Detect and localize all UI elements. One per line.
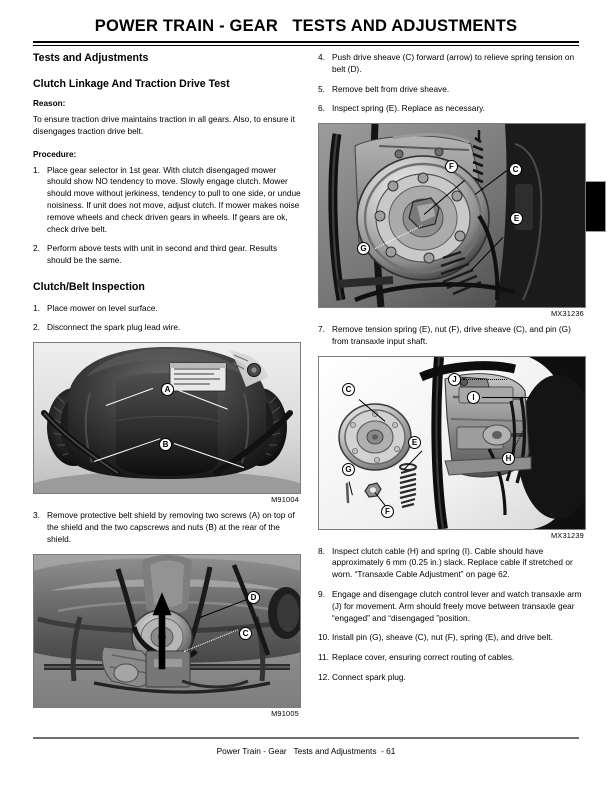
step-text: Connect spark plug.	[332, 671, 406, 682]
step-number: 7.	[318, 324, 325, 335]
step-5	[318, 84, 586, 96]
step-10	[318, 632, 586, 644]
step-number: 4.	[318, 52, 325, 62]
leader-line-j	[463, 379, 507, 380]
step-9	[318, 589, 586, 624]
reason-text: To ensure traction drive maintains traction in all gears. Also, to ensure it disengages traction drive belt.	[33, 114, 295, 137]
step-text: Push drive sheave (C) forward (arrow) to relieve spring tension on belt (D).	[332, 52, 575, 74]
callout-f: F	[381, 505, 394, 518]
inspection-heading: Clutch/Belt Inspection	[33, 280, 145, 293]
step-text: Remove belt from drive sheave.	[332, 83, 450, 94]
callout-c: C	[342, 383, 355, 396]
page-title: POWER TRAIN - GEAR TESTS AND ADJUSTMENTS	[94, 17, 518, 35]
figure-sheave-installed	[318, 123, 586, 318]
figure-frame	[33, 342, 301, 494]
figure-frame	[318, 356, 586, 530]
step-12	[318, 672, 586, 684]
leader-line-i	[482, 397, 530, 398]
step-number: 11.	[318, 652, 329, 663]
step-6	[318, 103, 586, 115]
step-number: 12.	[318, 671, 330, 682]
subsection-heading: Clutch Linkage And Traction Drive Test	[33, 77, 230, 90]
step-11	[318, 652, 586, 664]
footer-text: Power Train - Gear Tests and Adjustments - 61	[216, 745, 396, 756]
callout-j: J	[448, 373, 461, 386]
figure-mower-rear	[33, 342, 301, 504]
figure-caption: MX31239	[550, 530, 584, 540]
step-number: 9.	[318, 589, 325, 600]
header-rule-thin	[33, 45, 579, 46]
push-direction-arrow	[151, 591, 173, 671]
left-column	[33, 52, 301, 723]
step-8	[318, 546, 586, 581]
step-text: Perform above tests with unit in second and third gear. Results should be the same.	[47, 243, 278, 266]
step-text: Engage and disengage clutch control lever and watch transaxle arm (J) for movement. Arm should freely move between transaxle gear “engaged” and “disengaged ”position.	[332, 589, 582, 623]
step-text: Inspect spring (E). Replace as necessary.	[332, 103, 485, 114]
right-column	[318, 52, 586, 692]
mower-rear-photo	[34, 343, 300, 493]
step-text: Inspect clutch cable (H) and spring (I). Cable should have approximately 6 mm (0.25 in.) slack. Replace cable if stretched or worn. “Transaxle Cable Adjustment” on page 62.	[332, 545, 573, 580]
figure-frame	[318, 123, 586, 308]
figure-caption: MX31236	[550, 309, 584, 319]
step-number: 1.	[33, 302, 40, 313]
step-7	[318, 324, 586, 348]
callout-f: F	[445, 160, 458, 173]
callout-h: H	[502, 452, 515, 465]
step-number: 8.	[318, 545, 325, 556]
inspection-step-3	[33, 510, 301, 545]
step-number: 6.	[318, 103, 325, 114]
callout-i: I	[467, 391, 480, 404]
step-number: 1.	[33, 164, 40, 175]
inspection-step-1	[33, 303, 301, 315]
step-text: Remove protective belt shield by removing two screws (A) on top of the shield and the two capscrews and nuts (B) at the rear of the shield.	[47, 510, 295, 544]
callout-g: G	[357, 242, 370, 255]
reason-label: Reason:	[33, 99, 66, 109]
procedure-step-1	[33, 165, 301, 236]
callout-c: C	[239, 627, 252, 640]
figure-caption: M91005	[271, 708, 299, 718]
step-text: Remove tension spring (E), nut (F), drive sheave (C), and pin (G) from transaxle input shaft.	[332, 324, 571, 346]
page-header	[0, 0, 612, 36]
step-number: 2.	[33, 243, 40, 254]
callout-e: E	[510, 212, 523, 225]
step-number: 2.	[33, 322, 40, 333]
page-footer	[33, 737, 579, 756]
callout-b: B	[159, 438, 172, 451]
procedure-step-2	[33, 243, 301, 267]
header-divider	[33, 41, 579, 46]
step-text: Place gear selector in 1st gear. With clutch disengaged mower should show NO tendency to move. Slowly engage clutch. Mower should move without jerkiness, tendency to pull to one side, or undue noisiness. If unit does not move, adjust clutch. If mower makes noise remove wheels and check driven gears in wheels. If gears are ok, check drive belt.	[47, 164, 301, 234]
step-number: 3.	[33, 510, 40, 521]
step-text: Replace cover, ensuring correct routing of cables.	[332, 652, 515, 663]
step-text: Install pin (G), sheave (C), nut (F), spring (E), and drive belt.	[332, 632, 553, 643]
figure-drive-sheave-underside	[33, 554, 301, 718]
step-text: Disconnect the spark plug lead wire.	[47, 322, 181, 333]
procedure-label: Procedure:	[33, 149, 77, 159]
callout-d: D	[247, 591, 260, 604]
figure-caption: M91004	[271, 495, 299, 505]
section-heading: Tests and Adjustments	[33, 52, 149, 64]
inspection-step-2	[33, 322, 301, 334]
callout-a: A	[161, 383, 174, 396]
figure-frame	[33, 554, 301, 708]
callout-e: E	[408, 436, 421, 449]
step-number: 5.	[318, 83, 325, 94]
figure-parts-removed	[318, 356, 586, 540]
callout-c: C	[509, 163, 522, 176]
step-text: Place mower on level surface.	[47, 302, 158, 313]
step-4	[318, 52, 586, 76]
step-number: 10.	[318, 632, 330, 643]
sheave-installed-photo	[319, 124, 585, 307]
callout-g: G	[342, 463, 355, 476]
